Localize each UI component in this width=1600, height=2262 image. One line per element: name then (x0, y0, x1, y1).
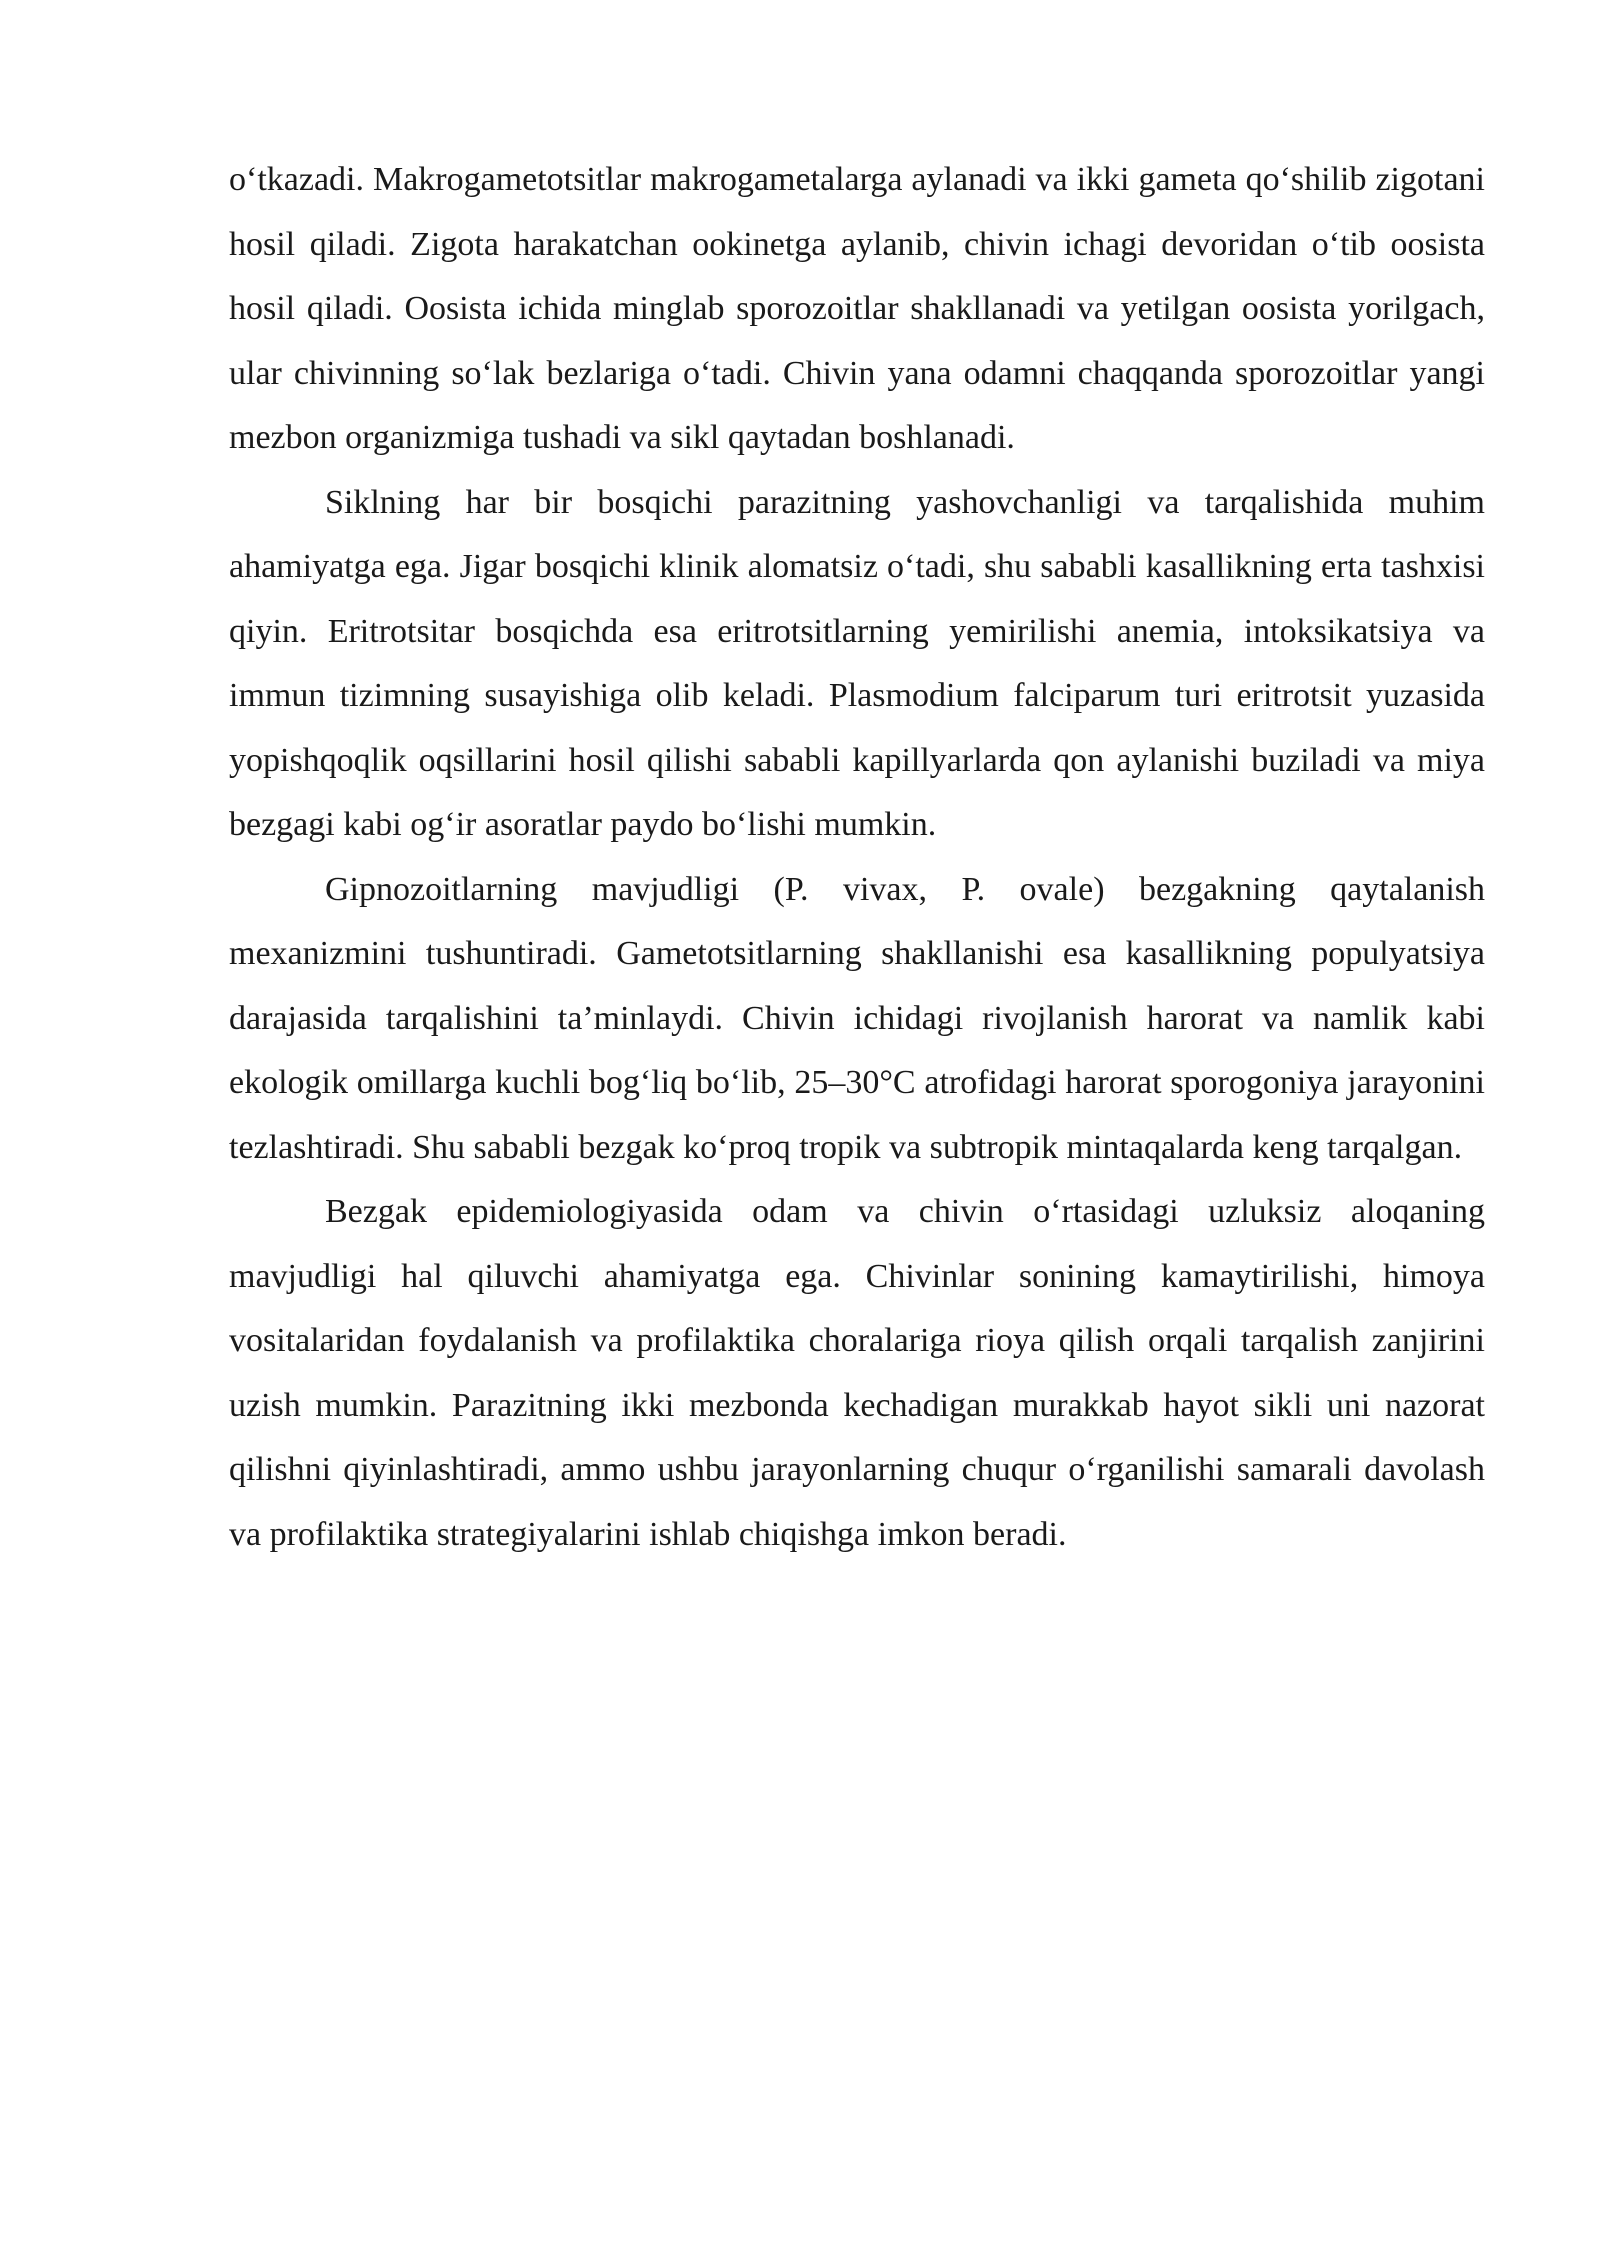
paragraph-hypnozoites: Gipnozoitlarning mavjudligi (P. vivax, P. ovale) bezgakning qaytalanish mexanizmini tushuntiradi. Gametotsitlarning shakllanishi esa kasallikning populyatsiya darajasida tarqalishini ta’minlaydi. Chivin ichidagi rivojlanish harorat va namlik kabi ekologik omillarga kuchli bog‘liq bo‘lib, 25–30°C atrofidagi harorat sporogoniya jarayonini tezlashtiradi. Shu sababli bezgak ko‘proq tropik va subtropik mintaqalarda keng tarqalgan. (229, 870, 1485, 1166)
paragraph-epidemiology: Bezgak epidemiologiyasida odam va chivin o‘rtasidagi uzluksiz aloqaning mavjudligi hal qiluvchi ahamiyatga ega. Chivinlar sonining kamaytirilishi, himoya vositalaridan foydalanish va profilaktika choralariga rioya qilish orqali tarqalish zanjirini uzish mumkin. Parazitning ikki mezbonda kechadigan murakkab hayot sikli uni nazorat qilishni qiyinlashtiradi, ammo ushbu jarayonlarning chuqur o‘rganilishi samarali davolash va profilaktika strategiyalarini ishlab chiqishga imkon beradi. (229, 1193, 1485, 1553)
document-body (229, 148, 1485, 1567)
paragraph-continuation: o‘tkazadi. Makrogametotsitlar makrogametalarga aylanadi va ikki gameta qo‘shilib zigotani hosil qiladi. Zigota harakatchan ookinetga aylanib, chivin ichagi devoridan o‘tib oosista hosil qiladi. Oosista ichida minglab sporozoitlar shakllanadi va yetilgan oosista yorilgach, ular chivinning so‘lak bezlariga o‘tadi. Chivin yana odamni chaqqanda sporozoitlar yangi mezbon organizmiga tushadi va sikl qaytadan boshlanadi. (229, 161, 1485, 456)
paragraph-cycle-stages: Siklning har bir bosqichi parazitning yashovchanligi va tarqalishida muhim ahamiyatga ega. Jigar bosqichi klinik alomatsiz o‘tadi, shu sababli kasallikning erta tashxisi qiyin. Eritrotsitar bosqichda esa eritrotsitlarning yemirilishi anemia, intoksikatsiya va immun tizimning susayishiga olib keladi. Plasmodium falciparum turi eritrotsit yuzasida yopishqoqlik oqsillarini hosil qilishi sababli kapillyarlarda qon aylanishi buziladi va miya bezgagi kabi og‘ir asoratlar paydo bo‘lishi mumkin. (229, 483, 1485, 843)
